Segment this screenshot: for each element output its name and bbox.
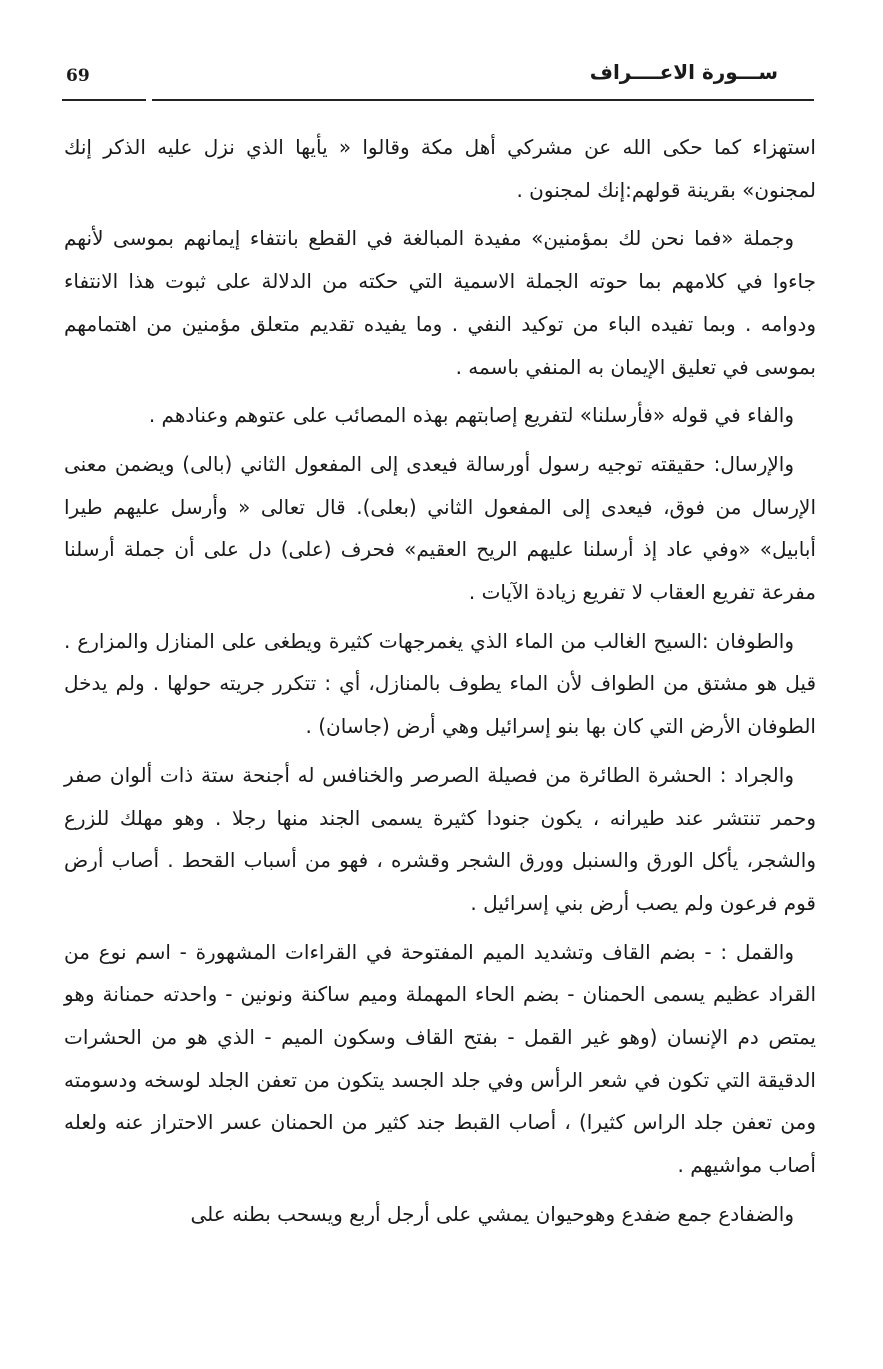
paragraph-tufan: والطوفان :السيح الغالب من الماء الذي يغمرجهات كثيرة ويطغى على المنازل والمزارع . قيل هو مشتق من الطواف لأن الماء يطوف بالمنازل، أي : تتكرر جريته حولها . ولم يدخل الطوفان الأرض التي كان بها بنو إسرائيل وهي أرض (جاسان) .: [64, 628, 816, 739]
header-rule-right: [152, 99, 814, 101]
body-text: [64, 126, 816, 1242]
page-header: [62, 58, 814, 104]
paragraph-fama-nahnu: وجملة «فما نحن لك بمؤمنين» مفيدة المبالغة في القطع بانتفاء إيمانهم بموسى لأنهم جاءوا في كلامهم بما حوته الجملة الاسمية التي حكته من الدلالة على ثبوت هذا الانتفاء ودوامه . وبما تفيده الباء من توكيد النفي . وما يفيده تقديم متعلق مؤمنين من اهتمامهم بموسى في تعليق الإيمان به المنفي باسمه .: [64, 226, 816, 379]
paragraph-jarad: والجراد : الحشرة الطائرة من فصيلة الصرصر والخنافس له أجنحة ستة ذات ألوان صفر وحمر تنتشر عند طيرانه ، يكون جنودا كثيرة يسمى الجند منها رجلا . وهو مهلك للزرع والشجر، يأكل الورق والسنبل وورق الشجر وقشره ، فهو من أسباب القحط . أصاب أرض قوم فرعون ولم يصب أرض بني إسرائيل .: [64, 762, 816, 915]
paragraph-qummal: والقمل : - بضم القاف وتشديد الميم المفتوحة في القراءات المشهورة - اسم نوع من القراد عظيم يسمى الحمنان - بضم الحاء المهملة وميم ساكنة ونونين - واحدته حمنانة وهو يمتص دم الإنسان (وهو غير القمل - بفتح القاف وسكون الميم - الذي هو من الحشرات الدقيقة التي تكون في شعر الرأس وفي جلد الجسد يتكون من تعفن الجلد لوسخه ودسومته ومن تعفن جلد الراس كثيرا) ، أصاب القبط جند كثير من الحمنان عسر الاحتراز عنه ولعله أصاب مواشيهم .: [64, 939, 816, 1178]
header-rule-left: [62, 99, 146, 101]
paragraph-irsal: والإرسال: حقيقته توجيه رسول أورسالة فيعدى إلى المفعول الثاني (بالى) ويضمن معنى الإرسال من فوق، فيعدى إلى المفعول الثاني (بعلى). قال تعالى « وأرسل عليهم طيرا أبابيل» «وفي عاد إذ أرسلنا عليهم الريح العقيم» فحرف (على) دل على أن جملة أرسلنا مفرعة تفريع العقاب لا تفريع زيادة الآيات .: [64, 451, 816, 605]
paragraph-continuation: استهزاء كما حكى الله عن مشركي أهل مكة وقالوا « يأيها الذي نزل عليه الذكر إنك لمجنون» بقرينة قولهم:إنك لمجنون .: [64, 135, 816, 202]
paragraph-fa-arsalna: والفاء في قوله «فأرسلنا» لتفريع إصابتهم بهذه المصائب على عتوهم وعنادهم .: [148, 403, 794, 428]
page-number: 69: [66, 66, 90, 86]
paragraph-dafadi: والضفادع جمع ضفدع وهوحيوان يمشي على أرجل أربع ويسحب بطنه على: [190, 1201, 794, 1226]
surah-title: ســـورة الاعــــراف: [589, 60, 778, 84]
